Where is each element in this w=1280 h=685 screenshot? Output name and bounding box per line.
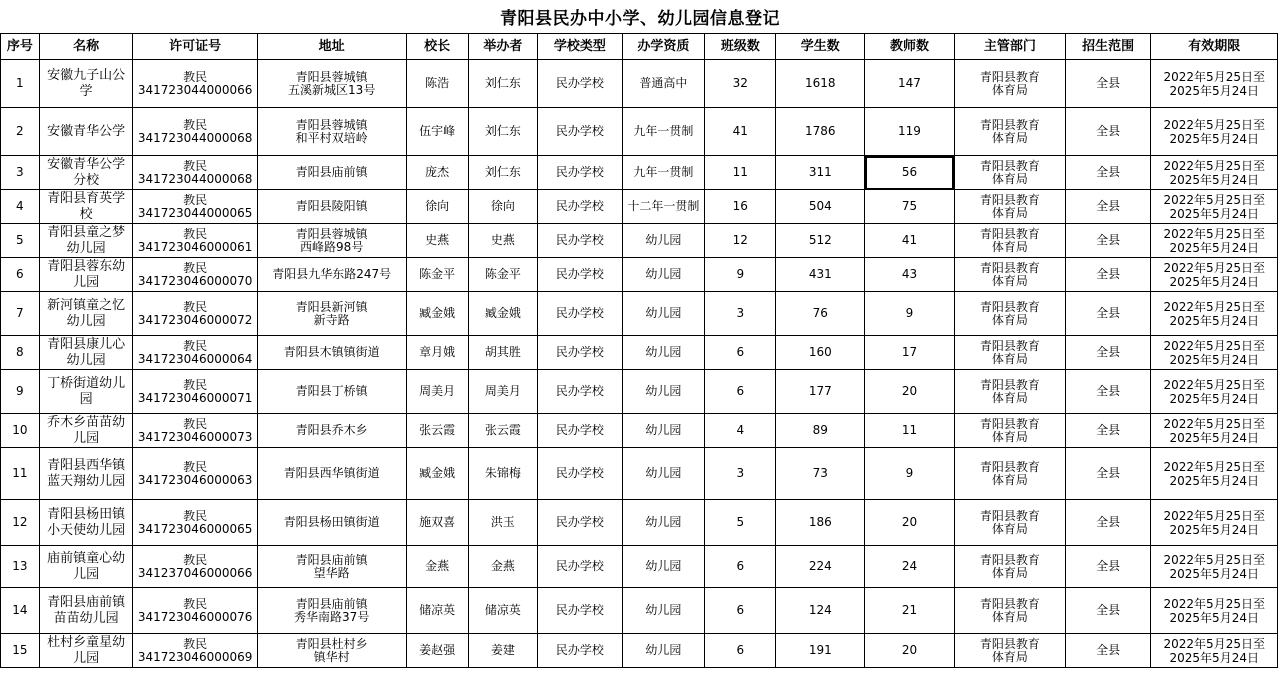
cell-school-type[interactable]: 民办学校 — [538, 414, 623, 448]
cell-address[interactable]: 青阳县蓉城镇 五溪新城区13号 — [257, 60, 406, 108]
cell-principal[interactable]: 伍宇峰 — [406, 108, 468, 156]
cell-address[interactable]: 青阳县木镇镇街道 — [257, 336, 406, 370]
cell-classes[interactable]: 12 — [705, 224, 776, 258]
cell-no[interactable]: 10 — [1, 414, 40, 448]
table-row — [1, 546, 1278, 588]
cell-name[interactable]: 青阳县育英学校 — [39, 190, 133, 224]
cell-teachers[interactable]: 119 — [865, 108, 955, 156]
cell-principal[interactable]: 张云霞 — [406, 414, 468, 448]
cell-scope[interactable]: 全县 — [1065, 634, 1151, 668]
cell-license[interactable]: 教民 341723044000068 — [133, 156, 257, 190]
cell-teachers[interactable]: 20 — [865, 634, 955, 668]
cell-students[interactable]: 504 — [776, 190, 865, 224]
cell-license[interactable]: 教民 341723044000066 — [133, 60, 257, 108]
column-header-principal[interactable]: 校长 — [406, 34, 468, 60]
cell-department[interactable]: 青阳县教育 体育局 — [954, 588, 1065, 634]
table-row — [1, 292, 1278, 336]
cell-no[interactable]: 13 — [1, 546, 40, 588]
cell-license[interactable]: 教民 341723046000071 — [133, 370, 257, 414]
cell-no[interactable]: 8 — [1, 336, 40, 370]
cell-classes[interactable]: 3 — [705, 448, 776, 500]
cell-validity[interactable]: 2022年5月25日至 2025年5月24日 — [1151, 108, 1278, 156]
cell-validity[interactable]: 2022年5月25日至 2025年5月24日 — [1151, 258, 1278, 292]
cell-no[interactable]: 6 — [1, 258, 40, 292]
cell-founder[interactable]: 储凉英 — [468, 588, 537, 634]
cell-students[interactable]: 431 — [776, 258, 865, 292]
cell-validity[interactable]: 2022年5月25日至 2025年5月24日 — [1151, 588, 1278, 634]
cell-name[interactable]: 青阳县蓉东幼儿园 — [39, 258, 133, 292]
cell-school-type[interactable]: 民办学校 — [538, 258, 623, 292]
cell-license[interactable]: 教民 341723044000068 — [133, 108, 257, 156]
cell-founder[interactable]: 臧金娥 — [468, 292, 537, 336]
cell-address[interactable]: 青阳县乔木乡 — [257, 414, 406, 448]
cell-no[interactable]: 7 — [1, 292, 40, 336]
cell-school-type[interactable]: 民办学校 — [538, 588, 623, 634]
cell-teachers[interactable]: 147 — [865, 60, 955, 108]
cell-address[interactable]: 青阳县杨田镇街道 — [257, 500, 406, 546]
cell-teachers[interactable]: 24 — [865, 546, 955, 588]
cell-teachers[interactable]: 21 — [865, 588, 955, 634]
cell-department[interactable]: 青阳县教育 体育局 — [954, 108, 1065, 156]
cell-address[interactable]: 青阳县新河镇 新寺路 — [257, 292, 406, 336]
cell-no[interactable]: 14 — [1, 588, 40, 634]
cell-teachers[interactable]: 56 — [865, 156, 955, 190]
cell-school-type[interactable]: 民办学校 — [538, 224, 623, 258]
cell-qualification[interactable]: 幼儿园 — [622, 634, 705, 668]
cell-department[interactable]: 青阳县教育 体育局 — [954, 546, 1065, 588]
cell-license[interactable]: 教民 341723046000072 — [133, 292, 257, 336]
cell-validity[interactable]: 2022年5月25日至 2025年5月24日 — [1151, 190, 1278, 224]
cell-qualification[interactable]: 普通高中 — [622, 60, 705, 108]
cell-qualification[interactable]: 幼儿园 — [622, 258, 705, 292]
cell-department[interactable]: 青阳县教育 体育局 — [954, 414, 1065, 448]
cell-school-type[interactable]: 民办学校 — [538, 546, 623, 588]
cell-students[interactable]: 89 — [776, 414, 865, 448]
cell-school-type[interactable]: 民办学校 — [538, 634, 623, 668]
cell-school-type[interactable]: 民办学校 — [538, 500, 623, 546]
cell-principal[interactable]: 周美月 — [406, 370, 468, 414]
cell-address[interactable]: 青阳县庙前镇 — [257, 156, 406, 190]
cell-teachers[interactable]: 20 — [865, 370, 955, 414]
cell-school-type[interactable]: 民办学校 — [538, 108, 623, 156]
cell-qualification[interactable]: 幼儿园 — [622, 336, 705, 370]
cell-license[interactable]: 教民 341723044000065 — [133, 190, 257, 224]
cell-name[interactable]: 庙前镇童心幼儿园 — [39, 546, 133, 588]
cell-scope[interactable]: 全县 — [1065, 546, 1151, 588]
cell-license[interactable]: 教民 341723046000063 — [133, 448, 257, 500]
cell-department[interactable]: 青阳县教育 体育局 — [954, 60, 1065, 108]
cell-school-type[interactable]: 民办学校 — [538, 60, 623, 108]
cell-validity[interactable]: 2022年5月25日至 2025年5月24日 — [1151, 292, 1278, 336]
cell-no[interactable]: 5 — [1, 224, 40, 258]
cell-address[interactable]: 青阳县陵阳镇 — [257, 190, 406, 224]
column-header-founder[interactable]: 举办者 — [468, 34, 537, 60]
table-row — [1, 60, 1278, 108]
table-row — [1, 190, 1278, 224]
cell-validity[interactable]: 2022年5月25日至 2025年5月24日 — [1151, 224, 1278, 258]
cell-founder[interactable]: 史燕 — [468, 224, 537, 258]
cell-school-type[interactable]: 民办学校 — [538, 292, 623, 336]
cell-name[interactable]: 安徽九子山公学 — [39, 60, 133, 108]
cell-students[interactable]: 224 — [776, 546, 865, 588]
cell-name[interactable]: 青阳县康儿心幼儿园 — [39, 336, 133, 370]
header-row — [1, 34, 1278, 60]
cell-school-type[interactable]: 民办学校 — [538, 336, 623, 370]
cell-no[interactable]: 11 — [1, 448, 40, 500]
column-header-name[interactable]: 名称 — [39, 34, 133, 60]
cell-classes[interactable]: 6 — [705, 370, 776, 414]
cell-department[interactable]: 青阳县教育 体育局 — [954, 448, 1065, 500]
cell-no[interactable]: 15 — [1, 634, 40, 668]
cell-license[interactable]: 教民 341723046000073 — [133, 414, 257, 448]
table-row — [1, 588, 1278, 634]
cell-license[interactable]: 教民 341237046000066 — [133, 546, 257, 588]
cell-classes[interactable]: 41 — [705, 108, 776, 156]
cell-scope[interactable]: 全县 — [1065, 108, 1151, 156]
cell-validity[interactable]: 2022年5月25日至 2025年5月24日 — [1151, 634, 1278, 668]
column-header-license[interactable]: 许可证号 — [133, 34, 257, 60]
cell-teachers[interactable]: 43 — [865, 258, 955, 292]
column-header-address[interactable]: 地址 — [257, 34, 406, 60]
table-row — [1, 258, 1278, 292]
cell-classes[interactable]: 9 — [705, 258, 776, 292]
cell-name[interactable]: 杜村乡童星幼儿园 — [39, 634, 133, 668]
cell-school-type[interactable]: 民办学校 — [538, 370, 623, 414]
cell-principal[interactable]: 庞杰 — [406, 156, 468, 190]
cell-qualification[interactable]: 幼儿园 — [622, 448, 705, 500]
cell-scope[interactable]: 全县 — [1065, 224, 1151, 258]
cell-address[interactable]: 青阳县蓉城镇 和平村双培岭 — [257, 108, 406, 156]
cell-qualification[interactable]: 幼儿园 — [622, 292, 705, 336]
table-row — [1, 108, 1278, 156]
cell-name[interactable]: 青阳县庙前镇苗苗幼儿园 — [39, 588, 133, 634]
cell-validity[interactable]: 2022年5月25日至 2025年5月24日 — [1151, 500, 1278, 546]
table-row — [1, 370, 1278, 414]
cell-validity[interactable]: 2022年5月25日至 2025年5月24日 — [1151, 336, 1278, 370]
cell-founder[interactable]: 周美月 — [468, 370, 537, 414]
cell-scope[interactable]: 全县 — [1065, 336, 1151, 370]
column-header-classes[interactable]: 班级数 — [705, 34, 776, 60]
table-row — [1, 448, 1278, 500]
cell-address[interactable]: 青阳县庙前镇 望华路 — [257, 546, 406, 588]
cell-founder[interactable]: 刘仁东 — [468, 108, 537, 156]
cell-department[interactable]: 青阳县教育 体育局 — [954, 634, 1065, 668]
cell-students[interactable]: 177 — [776, 370, 865, 414]
cell-address[interactable]: 青阳县蓉城镇 西峰路98号 — [257, 224, 406, 258]
cell-validity[interactable]: 2022年5月25日至 2025年5月24日 — [1151, 448, 1278, 500]
cell-department[interactable]: 青阳县教育 体育局 — [954, 258, 1065, 292]
cell-founder[interactable]: 徐向 — [468, 190, 537, 224]
cell-department[interactable]: 青阳县教育 体育局 — [954, 292, 1065, 336]
cell-qualification[interactable]: 幼儿园 — [622, 414, 705, 448]
cell-validity[interactable]: 2022年5月25日至 2025年5月24日 — [1151, 370, 1278, 414]
cell-teachers[interactable]: 41 — [865, 224, 955, 258]
cell-name[interactable]: 安徽青华公学分校 — [39, 156, 133, 190]
cell-founder[interactable]: 姜建 — [468, 634, 537, 668]
table-row — [1, 156, 1278, 190]
cell-classes[interactable]: 32 — [705, 60, 776, 108]
cell-scope[interactable]: 全县 — [1065, 414, 1151, 448]
table-row — [1, 224, 1278, 258]
cell-classes[interactable]: 5 — [705, 500, 776, 546]
cell-principal[interactable]: 姜赵强 — [406, 634, 468, 668]
cell-students[interactable]: 191 — [776, 634, 865, 668]
cell-students[interactable]: 73 — [776, 448, 865, 500]
cell-address[interactable]: 青阳县西华镇街道 — [257, 448, 406, 500]
cell-students[interactable]: 311 — [776, 156, 865, 190]
cell-founder[interactable]: 朱锦梅 — [468, 448, 537, 500]
cell-name[interactable]: 青阳县童之梦幼儿园 — [39, 224, 133, 258]
cell-principal[interactable]: 陈浩 — [406, 60, 468, 108]
table-row — [1, 500, 1278, 546]
cell-qualification[interactable]: 九年一贯制 — [622, 108, 705, 156]
cell-qualification[interactable]: 幼儿园 — [622, 370, 705, 414]
cell-no[interactable]: 9 — [1, 370, 40, 414]
cell-scope[interactable]: 全县 — [1065, 500, 1151, 546]
cell-license[interactable]: 教民 341723046000069 — [133, 634, 257, 668]
cell-scope[interactable]: 全县 — [1065, 258, 1151, 292]
cell-department[interactable]: 青阳县教育 体育局 — [954, 156, 1065, 190]
cell-students[interactable]: 186 — [776, 500, 865, 546]
cell-qualification[interactable]: 幼儿园 — [622, 546, 705, 588]
cell-validity[interactable]: 2022年5月25日至 2025年5月24日 — [1151, 414, 1278, 448]
column-header-school-type[interactable]: 学校类型 — [538, 34, 623, 60]
column-header-students[interactable]: 学生数 — [776, 34, 865, 60]
cell-qualification[interactable]: 幼儿园 — [622, 500, 705, 546]
table-body — [1, 60, 1278, 668]
cell-no[interactable]: 3 — [1, 156, 40, 190]
cell-department[interactable]: 青阳县教育 体育局 — [954, 224, 1065, 258]
cell-name[interactable]: 乔木乡苗苗幼儿园 — [39, 414, 133, 448]
cell-name[interactable]: 安徽青华公学 — [39, 108, 133, 156]
cell-scope[interactable]: 全县 — [1065, 448, 1151, 500]
cell-principal[interactable]: 徐向 — [406, 190, 468, 224]
cell-no[interactable]: 2 — [1, 108, 40, 156]
cell-qualification[interactable]: 幼儿园 — [622, 224, 705, 258]
cell-name[interactable]: 新河镇童之忆幼儿园 — [39, 292, 133, 336]
cell-teachers[interactable]: 75 — [865, 190, 955, 224]
cell-classes[interactable]: 6 — [705, 336, 776, 370]
column-header-teachers[interactable]: 教师数 — [865, 34, 955, 60]
cell-classes[interactable]: 11 — [705, 156, 776, 190]
cell-classes[interactable]: 4 — [705, 414, 776, 448]
cell-students[interactable]: 1618 — [776, 60, 865, 108]
cell-principal[interactable]: 金燕 — [406, 546, 468, 588]
cell-name[interactable]: 丁桥街道幼儿园 — [39, 370, 133, 414]
cell-principal[interactable]: 史燕 — [406, 224, 468, 258]
cell-scope[interactable]: 全县 — [1065, 156, 1151, 190]
cell-principal[interactable]: 章月娥 — [406, 336, 468, 370]
cell-no[interactable]: 12 — [1, 500, 40, 546]
cell-validity[interactable]: 2022年5月25日至 2025年5月24日 — [1151, 546, 1278, 588]
cell-no[interactable]: 1 — [1, 60, 40, 108]
cell-teachers[interactable]: 17 — [865, 336, 955, 370]
sheet-title: 青阳县民办中小学、幼儿园信息登记 — [500, 9, 780, 29]
cell-founder[interactable]: 胡其胜 — [468, 336, 537, 370]
cell-scope[interactable]: 全县 — [1065, 60, 1151, 108]
cell-classes[interactable]: 6 — [705, 588, 776, 634]
cell-teachers[interactable]: 9 — [865, 448, 955, 500]
table-row — [1, 336, 1278, 370]
cell-license[interactable]: 教民 341723046000076 — [133, 588, 257, 634]
cell-teachers[interactable]: 20 — [865, 500, 955, 546]
cell-validity[interactable]: 2022年5月25日至 2025年5月24日 — [1151, 60, 1278, 108]
cell-qualification[interactable]: 十二年一贯制 — [622, 190, 705, 224]
column-header-scope[interactable]: 招生范围 — [1065, 34, 1151, 60]
cell-scope[interactable]: 全县 — [1065, 292, 1151, 336]
cell-qualification[interactable]: 幼儿园 — [622, 588, 705, 634]
cell-department[interactable]: 青阳县教育 体育局 — [954, 190, 1065, 224]
column-header-no[interactable]: 序号 — [1, 34, 40, 60]
cell-classes[interactable]: 6 — [705, 634, 776, 668]
cell-address[interactable]: 青阳县杜村乡 镇华村 — [257, 634, 406, 668]
cell-students[interactable]: 76 — [776, 292, 865, 336]
school-registry-table — [0, 33, 1278, 668]
cell-principal[interactable]: 臧金娥 — [406, 292, 468, 336]
cell-classes[interactable]: 3 — [705, 292, 776, 336]
cell-license[interactable]: 教民 341723046000061 — [133, 224, 257, 258]
cell-founder[interactable]: 金燕 — [468, 546, 537, 588]
cell-address[interactable]: 青阳县丁桥镇 — [257, 370, 406, 414]
cell-license[interactable]: 教民 341723046000065 — [133, 500, 257, 546]
cell-school-type[interactable]: 民办学校 — [538, 156, 623, 190]
cell-school-type[interactable]: 民办学校 — [538, 190, 623, 224]
cell-scope[interactable]: 全县 — [1065, 190, 1151, 224]
cell-school-type[interactable]: 民办学校 — [538, 448, 623, 500]
cell-license[interactable]: 教民 341723046000064 — [133, 336, 257, 370]
cell-address[interactable]: 青阳县九华东路247号 — [257, 258, 406, 292]
cell-founder[interactable]: 刘仁东 — [468, 156, 537, 190]
table-row — [1, 634, 1278, 668]
cell-no[interactable]: 4 — [1, 190, 40, 224]
column-header-qualification[interactable]: 办学资质 — [622, 34, 705, 60]
table-row — [1, 414, 1278, 448]
column-header-validity[interactable]: 有效期限 — [1151, 34, 1278, 60]
cell-founder[interactable]: 刘仁东 — [468, 60, 537, 108]
cell-name[interactable]: 青阳县杨田镇小天使幼儿园 — [39, 500, 133, 546]
cell-students[interactable]: 1786 — [776, 108, 865, 156]
cell-classes[interactable]: 6 — [705, 546, 776, 588]
cell-license[interactable]: 教民 341723046000070 — [133, 258, 257, 292]
cell-founder[interactable]: 洪玉 — [468, 500, 537, 546]
column-header-department[interactable]: 主管部门 — [954, 34, 1065, 60]
cell-qualification[interactable]: 九年一贯制 — [622, 156, 705, 190]
cell-founder[interactable]: 陈金平 — [468, 258, 537, 292]
cell-students[interactable]: 124 — [776, 588, 865, 634]
cell-department[interactable]: 青阳县教育 体育局 — [954, 500, 1065, 546]
cell-classes[interactable]: 16 — [705, 190, 776, 224]
cell-students[interactable]: 512 — [776, 224, 865, 258]
cell-name[interactable]: 青阳县西华镇蓝天翔幼儿园 — [39, 448, 133, 500]
cell-principal[interactable]: 臧金娥 — [406, 448, 468, 500]
cell-principal[interactable]: 施双喜 — [406, 500, 468, 546]
cell-founder[interactable]: 张云霞 — [468, 414, 537, 448]
cell-department[interactable]: 青阳县教育 体育局 — [954, 336, 1065, 370]
cell-address[interactable]: 青阳县庙前镇 秀华南路37号 — [257, 588, 406, 634]
cell-teachers[interactable]: 11 — [865, 414, 955, 448]
cell-department[interactable]: 青阳县教育 体育局 — [954, 370, 1065, 414]
cell-principal[interactable]: 储凉英 — [406, 588, 468, 634]
cell-scope[interactable]: 全县 — [1065, 370, 1151, 414]
cell-scope[interactable]: 全县 — [1065, 588, 1151, 634]
cell-students[interactable]: 160 — [776, 336, 865, 370]
cell-teachers[interactable]: 9 — [865, 292, 955, 336]
cell-principal[interactable]: 陈金平 — [406, 258, 468, 292]
cell-validity[interactable]: 2022年5月25日至 2025年5月24日 — [1151, 156, 1278, 190]
